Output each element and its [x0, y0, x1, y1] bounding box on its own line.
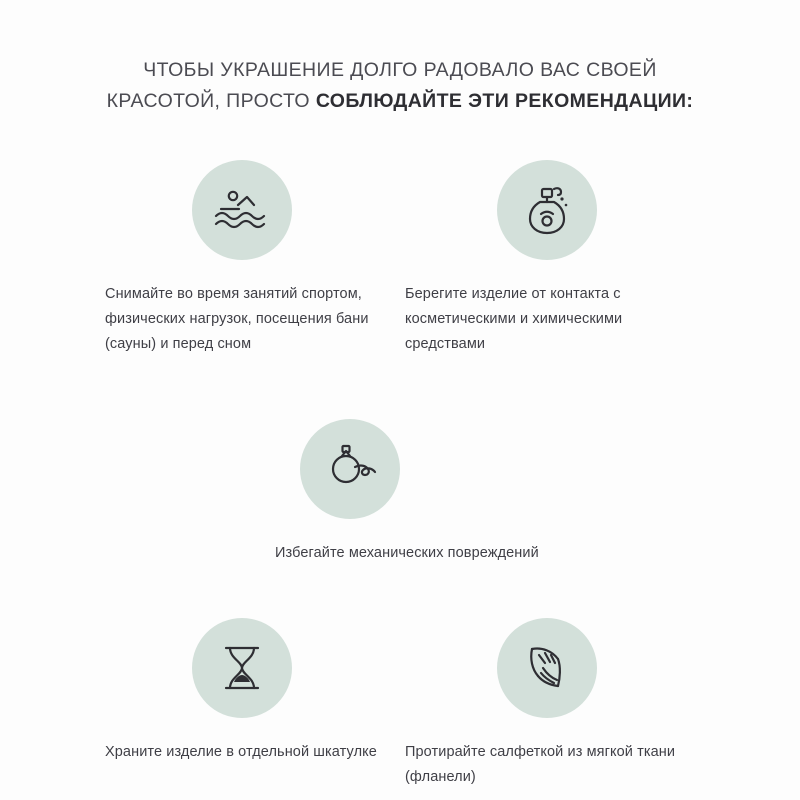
tip-card-4 [100, 618, 400, 790]
page-title-line-2-normal: КРАСОТОЙ, ПРОСТО [106, 90, 316, 112]
tip-icon-circle-3 [300, 419, 400, 519]
tip-text-3: Избегайте механических повреждений [275, 545, 539, 561]
tip-icon-circle-5 [497, 618, 597, 718]
tip-text-1: Снимайте во время занятий спортом, физических нагрузок, посещения бани (сауны) и перед сном [105, 286, 369, 352]
page-title-line-1: ЧТОБЫ УКРАШЕНИЕ ДОЛГО РАДОВАЛО ВАС СВОЕЙ [143, 59, 657, 81]
page-title [70, 55, 730, 117]
polishing-cloth-icon [521, 642, 573, 694]
swimming-water-icon [213, 185, 271, 235]
tip-card-5 [405, 618, 705, 790]
tips-row-3 [0, 618, 800, 790]
tip-card-1 [100, 160, 400, 357]
tip-icon-circle-1 [192, 160, 292, 260]
tip-card-3 [250, 419, 550, 566]
tips-grid [0, 160, 800, 790]
tip-text-2: Берегите изделие от контакта с косметическими и химическими средствами [405, 286, 623, 352]
ring-scratch-icon [321, 443, 379, 495]
tip-icon-circle-2 [497, 160, 597, 260]
jewelry-box-icon [218, 642, 266, 694]
tips-row-2 [0, 419, 800, 566]
tip-text-4: Храните изделие в отдельной шкатулке [105, 744, 377, 760]
perfume-bottle-icon [521, 183, 573, 237]
page-title-line-2-strong: СОБЛЮДАЙТЕ ЭТИ РЕКОМЕНДАЦИИ: [315, 90, 694, 112]
tips-row-1 [0, 160, 800, 357]
tip-icon-circle-4 [192, 618, 292, 718]
tip-card-2 [405, 160, 705, 357]
tip-text-5: Протирайте салфеткой из мягкой ткани (фланели) [405, 744, 676, 785]
